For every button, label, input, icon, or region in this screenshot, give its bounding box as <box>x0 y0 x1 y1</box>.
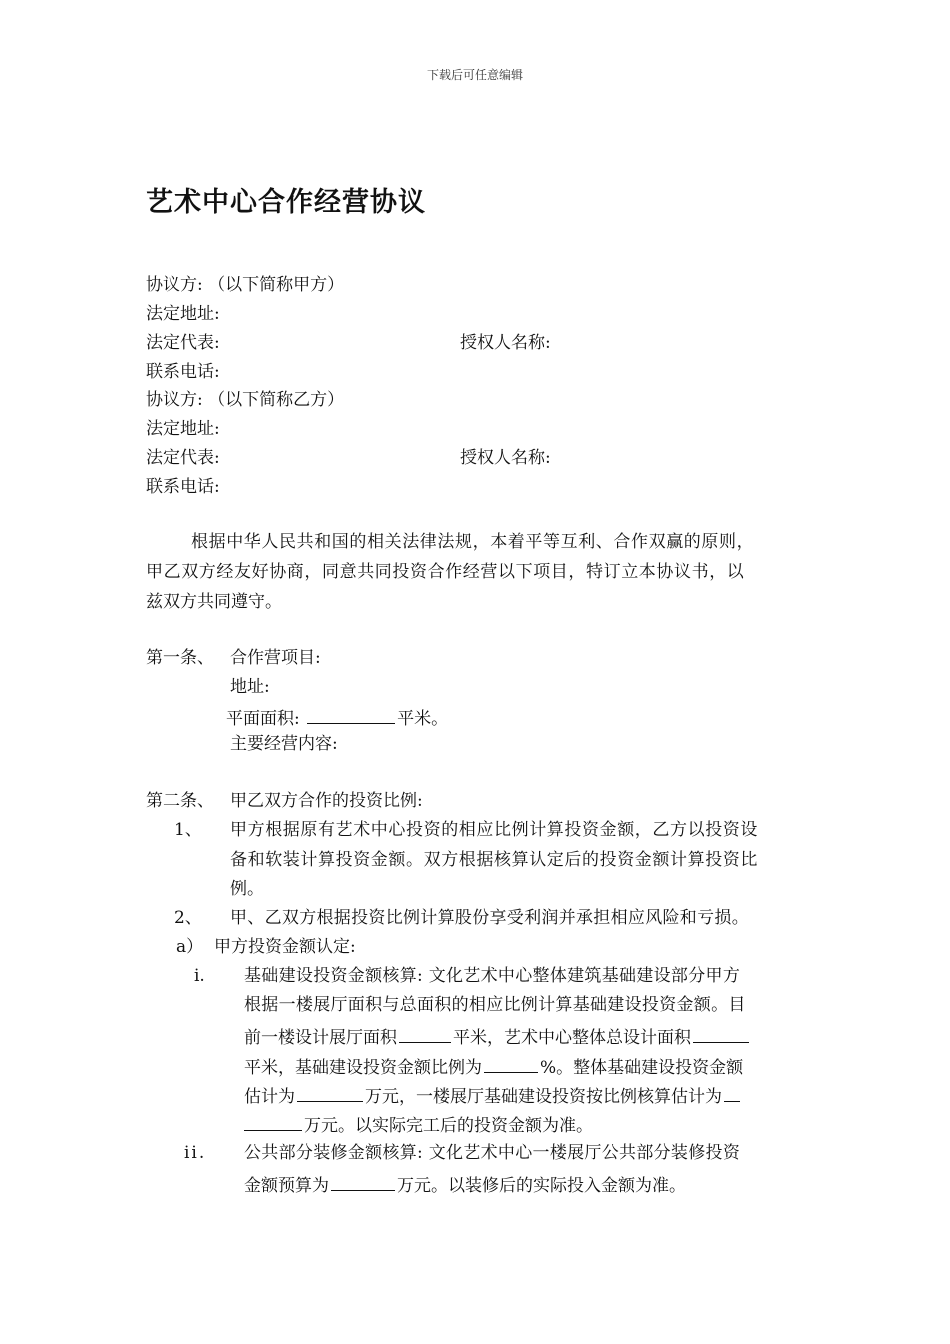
sub-ii-number: ii. <box>184 1143 207 1163</box>
area-blank <box>307 707 395 724</box>
party-b-auth: 授权人名称: <box>460 448 551 468</box>
total-investment-blank <box>297 1085 363 1102</box>
page-header: 下载后可任意编辑 <box>426 68 523 82</box>
sub-i-line-6 <box>244 1114 593 1135</box>
sub-i-line-2: 根据一楼展厅面积与总面积的相应比例计算基础建设投资金额。目 <box>244 995 746 1015</box>
sub-a-text: 甲方投资金额认定: <box>214 937 356 957</box>
hall-area-blank <box>399 1026 451 1043</box>
intro-line-1: 根据中华人民共和国的相关法律法规，本着平等互利、合作双赢的原则， <box>191 532 755 552</box>
party-a-name: 协议方: （以下简称甲方） <box>146 275 345 295</box>
article-1-heading: 合作营项目: <box>230 648 321 668</box>
party-b-name: 协议方: （以下简称乙方） <box>146 390 345 410</box>
document-title: 艺术中心合作经营协议 <box>146 187 426 218</box>
party-a-phone: 联系电话: <box>146 362 220 382</box>
sub-i-line-5 <box>244 1085 742 1106</box>
text-segment: %。整体基础建设投资金额 <box>540 1058 744 1078</box>
sub-ii-line-1: 公共部分装修金额核算: 文化艺术中心一楼展厅公共部分装修投资 <box>244 1143 741 1163</box>
item-2-text: 甲、乙双方根据投资比例计算股份享受利润并承担相应风险和亏损。 <box>230 908 749 928</box>
item-1-line-1: 甲方根据原有艺术中心投资的相应比例计算投资金额，乙方以投资设 <box>230 820 758 840</box>
item-2-number: 2、 <box>174 908 202 928</box>
text-segment: 万元。以实际完工后的投资金额为准。 <box>304 1116 593 1136</box>
intro-line-2: 甲乙双方经友好协商，同意共同投资合作经营以下项目，特订立本协议书，以 <box>146 562 745 582</box>
total-area-blank <box>693 1026 749 1043</box>
item-1-line-3: 例。 <box>230 879 264 899</box>
sub-a-number: a） <box>176 937 204 957</box>
text-segment: 估计为 <box>244 1087 295 1107</box>
party-b-rep: 法定代表: <box>146 448 220 468</box>
article-1-label: 第一条、 <box>146 648 214 668</box>
area-prefix: 平面面积: <box>226 709 300 729</box>
party-b-address: 法定地址: <box>146 419 220 439</box>
project-area <box>226 707 448 728</box>
ratio-blank <box>484 1056 538 1073</box>
text-segment: 前一楼设计展厅面积 <box>244 1028 397 1048</box>
item-1-number: 1、 <box>174 820 202 840</box>
decoration-budget-blank <box>331 1174 395 1191</box>
text-segment: 平米，基础建设投资金额比例为 <box>244 1058 482 1078</box>
article-2-label: 第二条、 <box>146 791 214 811</box>
item-1-line-2: 备和软装计算投资金额。双方根据核算认定后的投资金额计算投资比 <box>230 850 758 870</box>
party-a-rep: 法定代表: <box>146 333 220 353</box>
sub-i-line-1: 基础建设投资金额核算: 文化艺术中心整体建筑基础建设部分甲方 <box>244 966 741 986</box>
text-segment: 金额预算为 <box>244 1176 329 1196</box>
hall-investment-blank-end <box>244 1114 302 1131</box>
project-content: 主要经营内容: <box>230 734 338 754</box>
sub-ii-line-2 <box>244 1174 686 1195</box>
intro-line-3: 兹双方共同遵守。 <box>146 592 282 612</box>
hall-investment-blank-start <box>724 1085 740 1102</box>
article-2-heading: 甲乙双方合作的投资比例: <box>230 791 423 811</box>
text-segment: 平米，艺术中心整体总设计面积 <box>453 1028 691 1048</box>
area-suffix: 平米。 <box>397 709 449 729</box>
sub-i-line-4 <box>244 1056 743 1077</box>
party-b-phone: 联系电话: <box>146 477 220 497</box>
party-a-auth: 授权人名称: <box>460 333 551 353</box>
text-segment: 万元。以装修后的实际投入金额为准。 <box>397 1176 686 1196</box>
party-a-address: 法定地址: <box>146 304 220 324</box>
sub-i-line-3 <box>244 1026 751 1047</box>
sub-i-number: i. <box>194 966 205 986</box>
text-segment: 万元，一楼展厅基础建设投资按比例核算估计为 <box>365 1087 722 1107</box>
project-address: 地址: <box>230 677 270 697</box>
